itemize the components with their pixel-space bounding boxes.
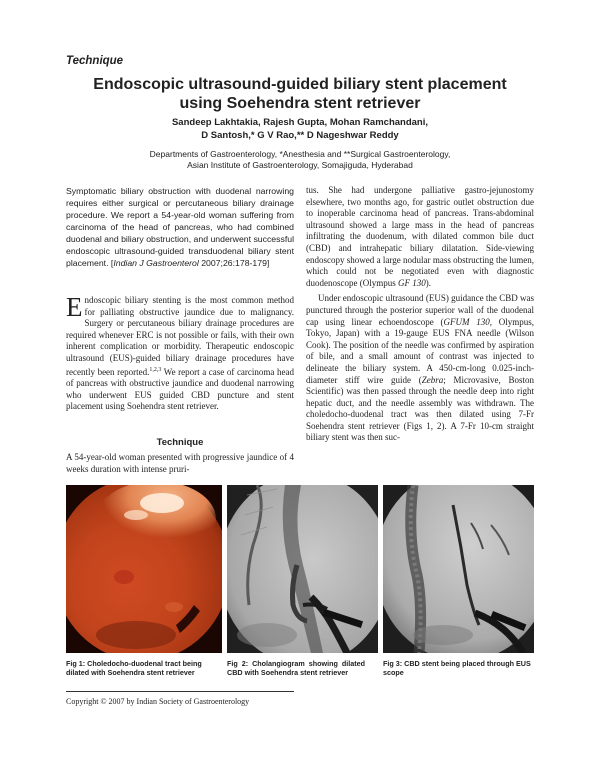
p2-text-c: ; Microvasive, Boston Scientific) was then passed through the needle deep into right hepatic duct, and the needle assembly was withdrawn. The choledocho-duodenal tract was then dilated using 7-Fr Soehendra stent retriever (Figs 1, 2). A 7-Fr 10-cm straight biliary stent was then suc- xyxy=(306,374,534,443)
citation-journal: Indian J Gastroenterol xyxy=(113,258,199,268)
figure-2-cholangiogram-image xyxy=(227,485,378,653)
citation-details: 2007;26:178-179] xyxy=(198,258,270,268)
abstract-text: Symptomatic biliary obstruction with duodenal narrowing requires either surgical or percutaneous biliary drainage procedure. We report a 54-year-old woman suffering from carcinoma of the head of pancreas, who had combined duodenal and biliary obstruction, and underwent successful endoscopic ultrasound-guided transduodenal biliary stent placement. [ xyxy=(66,186,294,268)
affiliation-line-1: Departments of Gastroenterology, *Anesthesia and **Surgical Gastroenterology, xyxy=(149,149,451,159)
footer-divider xyxy=(66,691,294,692)
p2-text-b: Olympus, Tokyo, Japan) with a 19-gauge EUS FNA needle (Wilson Cook). The position of the needle was confirmed by aspiration of bile, and a small amount of contrast was injected to delineate the biliary system. A 450-cm-long 0.025-inch-diameter stiff wire guide ( xyxy=(306,316,534,385)
authors-line-1: Sandeep Lakhtakia, Rajesh Gupta, Mohan Ramchandani, xyxy=(171,117,429,128)
case-history-paragraph xyxy=(306,185,534,289)
p1-text-b: ). xyxy=(425,277,431,288)
author-list xyxy=(60,117,540,142)
technique-paragraph-start: A 54-year-old woman presented with progressive jaundice of 4 weeks duration with intense pruri- xyxy=(66,452,294,474)
figure-1-endoscopy-image xyxy=(66,485,222,653)
figure-3-caption: Fig 3: CBD stent being placed through EUS scope xyxy=(383,659,531,677)
p2-text-a: Under endoscopic ultrasound (EUS) guidance the CBD was punctured through the posterior superior wall of the duodenal cap using linear echoendoscope ( xyxy=(306,293,534,327)
technique-heading: Technique xyxy=(156,437,204,448)
p1-italic: GF 130 xyxy=(398,277,426,288)
reference-superscript: 1,2,3 xyxy=(149,366,162,373)
affiliation xyxy=(60,149,540,171)
authors-line-2: D Santosh,* G V Rao,** D Nageshwar Reddy xyxy=(201,129,399,141)
p2-italic-1: GFUM 130, xyxy=(443,316,492,327)
article-title xyxy=(60,75,540,113)
p1-text-a: tus. She had undergone palliative gastro-jejunostomy elsewhere, two months ago, for gastric outlet obstruction due to inoperable carcinoma head of pancreas. Trans-abdominal ultrasound showed a large mass in the head of pancreas infiltrating the duodenum, with dilated common bile duct (CBD) and intrahepatic biliary dilatation. Side-viewing endoscopy showed a large nodular mass obstructing the lumen, which could not be negotiated even with diagnostic duodenoscope (Olympus xyxy=(306,185,534,288)
abstract xyxy=(66,185,294,269)
introduction-paragraph xyxy=(66,292,294,413)
figure-1-caption: Fig 1: Choledocho-duodenal tract being dilated with Soehendra stent retriever xyxy=(66,659,202,677)
procedure-paragraph xyxy=(306,293,534,444)
figure-2-caption: Fig 2: Cholangiogram showing dilated CBD with Soehendra stent retriever xyxy=(227,659,365,677)
intro-text-b: We report a case of carcinoma head of pancreas with obstructive jaundice and duodenal narrowing who underwent EUS guided CBD puncture and stent placement using Soehendra stent retriever. xyxy=(66,366,294,412)
drop-cap: E xyxy=(66,292,83,322)
p2-italic-2: Zebra xyxy=(421,374,444,385)
figure-3-stent-placement-image xyxy=(383,485,534,653)
intro-text-a: ndoscopic biliary stenting is the most common method for palliating obstructive jaundice due to malignancy. Surgery or percutaneous biliary drainage procedures are required whenever ERC is not possible or fails, with their own inherent complication or morbidity. Therapeutic endoscopic ultrasound (EUS)-guided biliary drainage procedures have recently been reported. xyxy=(66,295,294,377)
section-label: Technique xyxy=(66,55,124,67)
title-line-2: using Soehendra stent retriever xyxy=(179,95,421,112)
title-line-1: Endoscopic ultrasound-guided biliary stent placement xyxy=(93,76,507,93)
copyright-notice: Copyright © 2007 by Indian Society of Gastroenterology xyxy=(66,697,250,706)
affiliation-line-2: Asian Institute of Gastroenterology, Somajiguda, Hyderabad xyxy=(187,160,413,170)
right-column xyxy=(306,185,534,444)
